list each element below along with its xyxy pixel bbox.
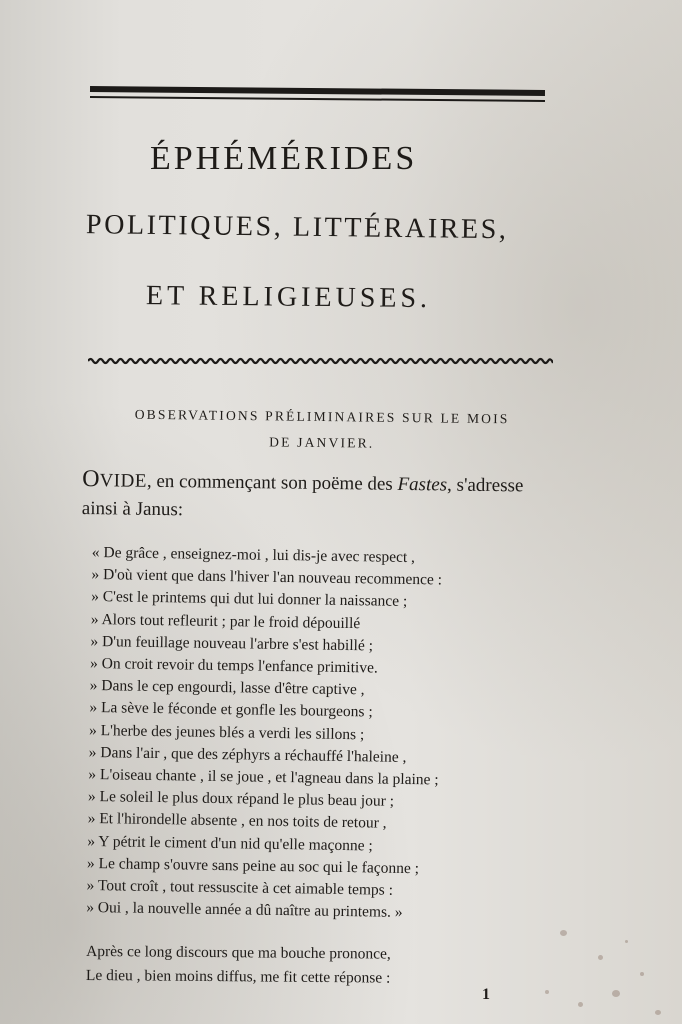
foxing-spot [578,1002,583,1007]
foxing-spot [640,972,644,976]
rule-thin-line [90,96,545,102]
section-heading [84,401,561,459]
foxing-spot [655,1010,661,1015]
title-politiques: POLITIQUES, LITTÉRAIRES, [85,209,509,246]
title-religieuses: ET RELIGIEUSES. [145,280,432,315]
wavy-rule-divider [88,354,553,370]
foxing-spot [625,940,628,943]
section-heading-line1: OBSERVATIONS PRÉLIMINAIRES SUR LE MOIS [134,406,510,427]
rule-thick-line [90,86,545,96]
verse-line: » Tout croît , tout ressuscite à cet aimable temps : [86,877,394,899]
title-ephemerides: ÉPHÉMÉRIDES [150,140,418,177]
intro-work-title: Fastes [397,473,448,496]
wavy-line-path [88,359,553,363]
intro-line2: ainsi à Janus: [81,498,184,521]
verse-line: » C'est le printems qui dut lui donner la naissance ; [91,588,408,611]
verse-line: » Le soleil le plus doux répand le plus beau jour ; [87,788,395,811]
foxing-spot [560,930,567,936]
intro-text-a: , en commençant son poëme des [146,470,398,495]
intro-paragraph [82,465,573,529]
verse-line: » Alors tout refleurit ; par le froid dépouillé [90,610,361,632]
after-verse-line: Le dieu , bien moins diffus, me fit cette réponse : [85,966,391,987]
verse-line: » L'herbe des jeunes blés a verdi les sillons ; [88,721,365,743]
section-heading-line2: DE JANVIER. [269,434,375,451]
signature-mark: 1 [482,986,490,1003]
verse-line: » D'où vient que dans l'hiver l'an nouveau recommence : [91,566,443,589]
verse-line: » Dans le cep engourdi, lasse d'être captive , [89,677,365,699]
verse-line: » Oui , la nouvelle année a dû naître au printems. » [86,899,403,922]
verse-line: » D'un feuillage nouveau l'arbre s'est habillé ; [90,632,374,655]
verse-line: » L'oiseau chante , il se joue , et l'agneau dans la plaine ; [88,766,439,789]
double-rule-divider [90,88,545,102]
intro-dropcap: O [82,466,100,493]
verse-line: » On croit revoir du temps l'enfance primitive. [89,655,378,677]
intro-text-b: , s'adresse [446,474,524,497]
foxing-spot [598,955,603,960]
verse-block [86,542,562,927]
verse-line: » Y pétrit le ciment d'un nid qu'elle maçonne ; [87,832,373,855]
after-verse-line: Après ce long discours que ma bouche prononce, [86,942,391,963]
verse-line: » Le champ s'ouvre sans peine au soc qui le façonne ; [86,854,420,878]
verse-line: « De grâce , enseignez-moi , lui dis-je avec respect , [91,543,416,567]
verse-line: » La sève le féconde et gonfle les bourgeons ; [89,699,373,721]
after-verse-paragraph [86,940,556,992]
verse-line: » Dans l'air , que des zéphyrs a réchauffé l'haleine , [88,743,407,766]
verse-line: » Et l'hirondelle absente , en nos toits de retour , [87,810,387,833]
foxing-spot [545,990,549,994]
foxing-spot [612,990,620,997]
intro-smallcaps: VIDE [99,470,148,492]
